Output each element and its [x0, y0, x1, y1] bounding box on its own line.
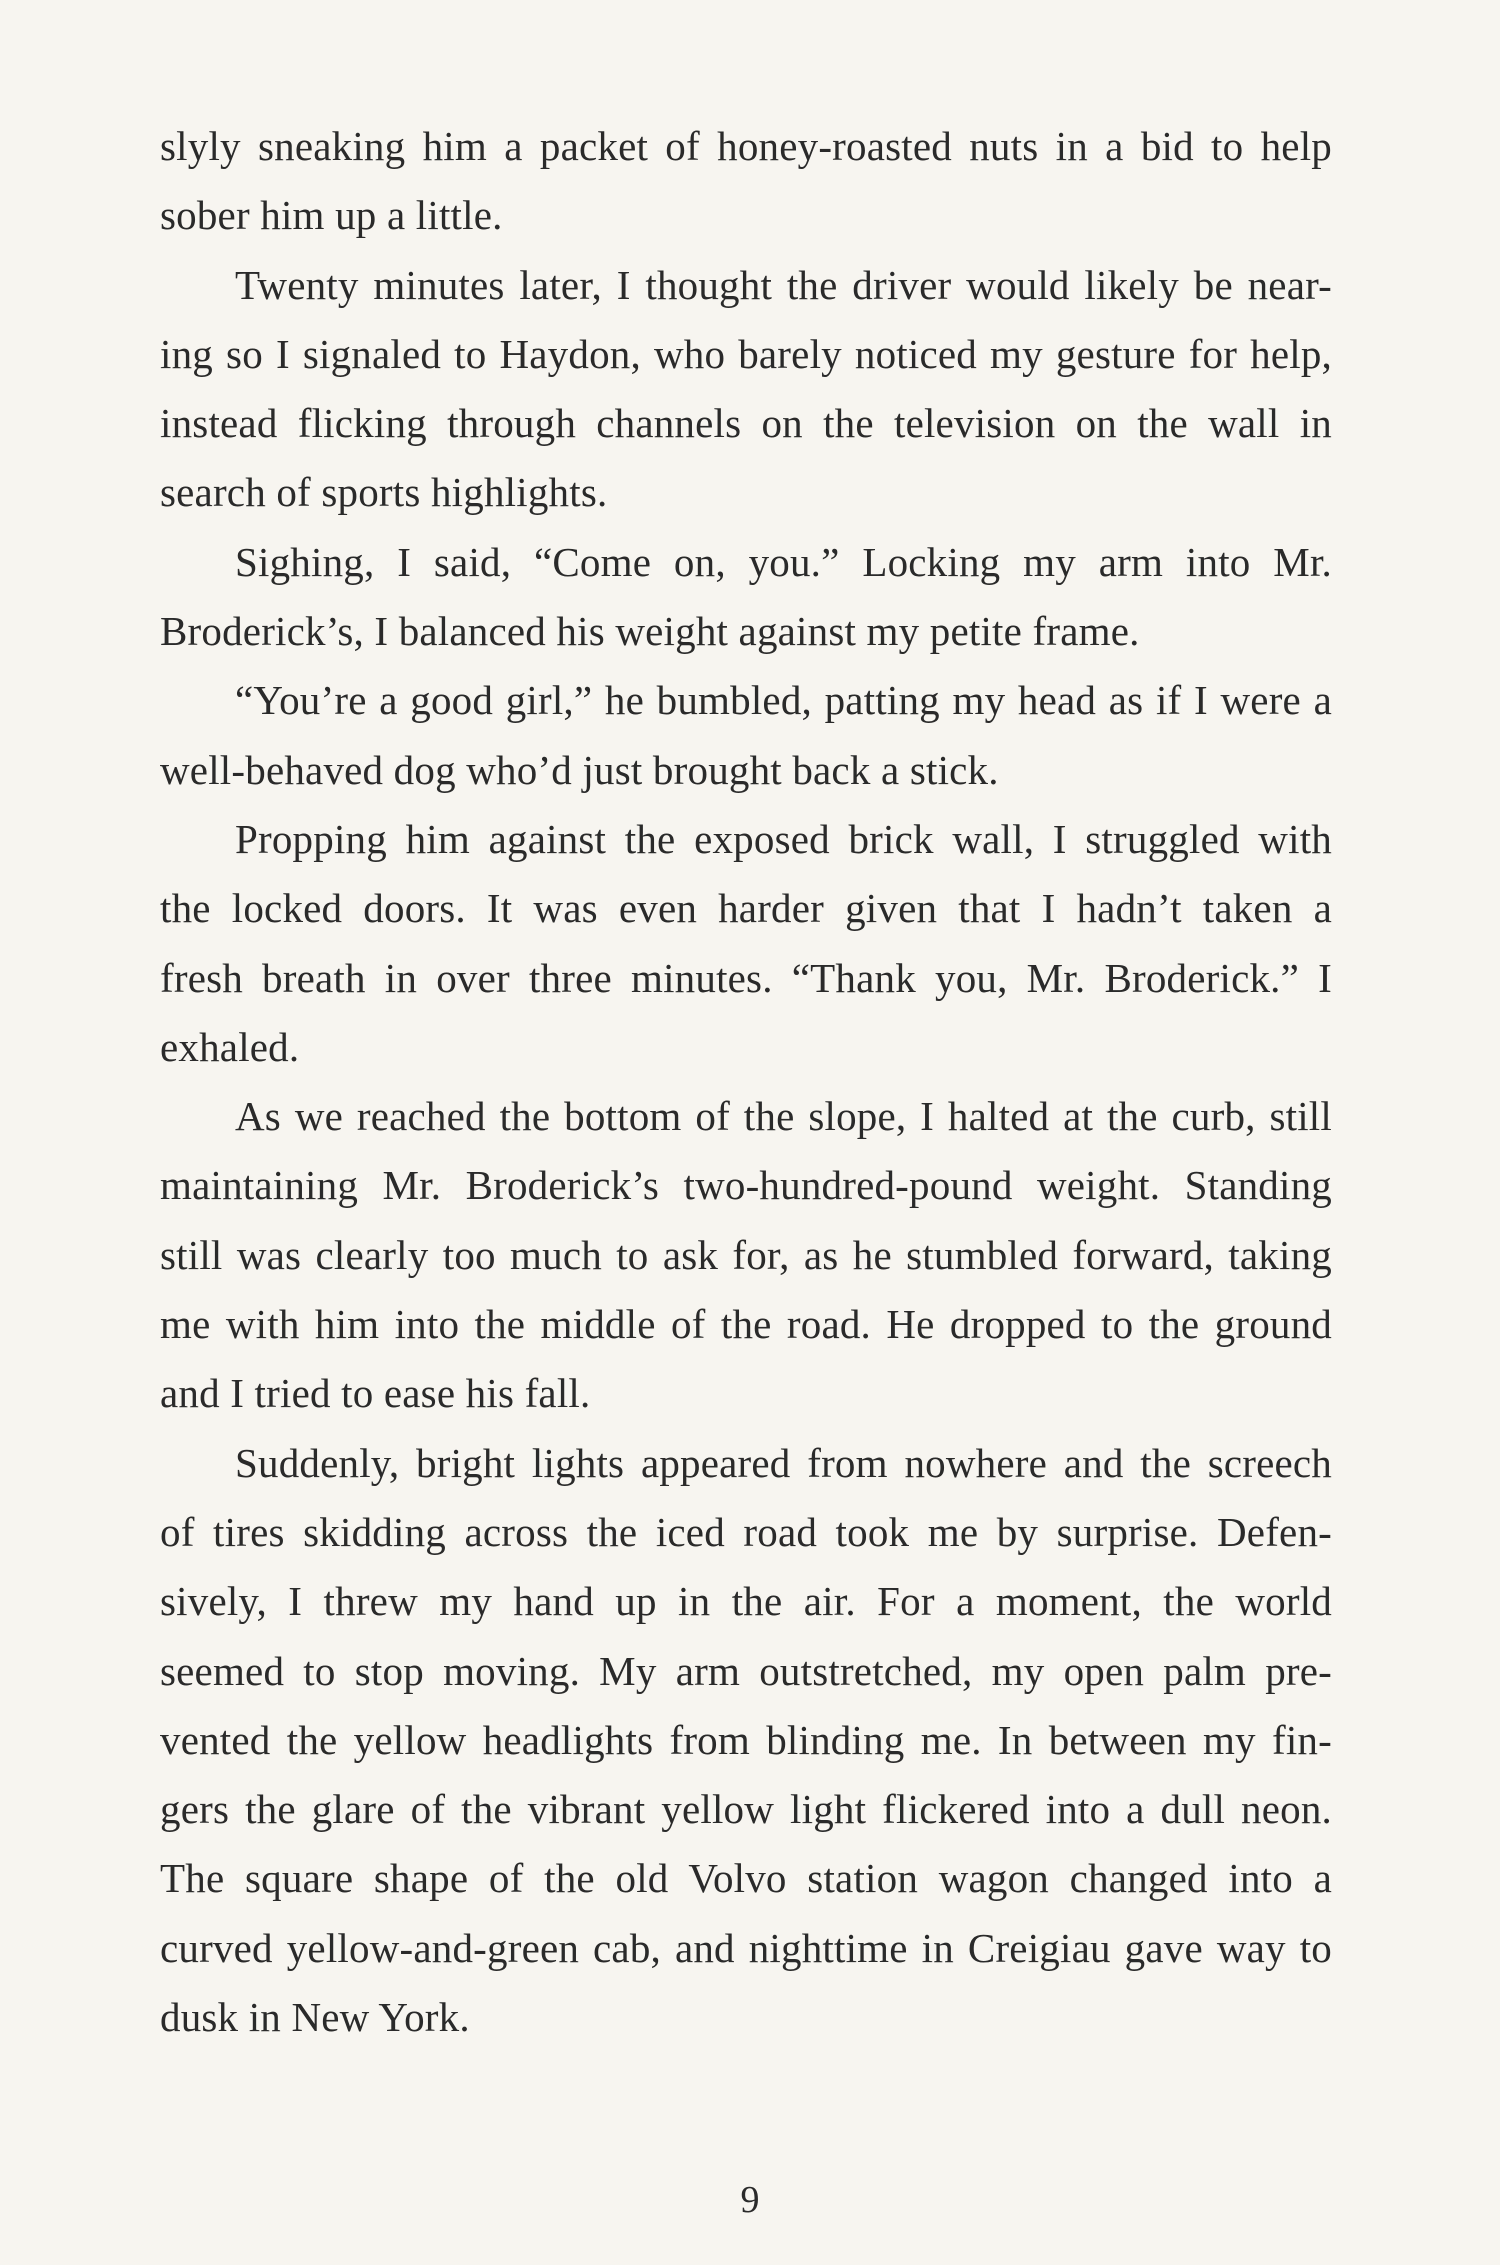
text-line: maintaining Mr. Broderick’s two-hundred-pound weight. Standing [160, 1162, 1332, 1209]
text-line: and I tried to ease his fall. [160, 1370, 591, 1417]
text-line: ing so I signaled to Haydon, who barely noticed my gesture for help, [160, 330, 1332, 377]
text-line: curved yellow-and-green cab, and nighttime in Creigiau gave way to [160, 1924, 1332, 1971]
text-line: Twenty minutes later, I thought the driver would likely be near- [235, 261, 1332, 308]
text-line: dusk in New York. [160, 1994, 470, 2041]
page-number: 9 [740, 2179, 760, 2221]
text-line: sober him up a little. [160, 192, 503, 239]
text-line: slyly sneaking him a packet of honey-roasted nuts in a bid to help [160, 123, 1332, 169]
body-text [160, 112, 1332, 2052]
text-line: instead flicking through channels on the television on the wall in [160, 400, 1332, 447]
text-line: vented the yellow headlights from blinding me. In between my fin- [160, 1716, 1332, 1763]
text-line: Propping him against the exposed brick wall, I struggled with [235, 815, 1332, 862]
text-line: of tires skidding across the iced road took me by surprise. Defen- [160, 1508, 1332, 1555]
text-line: Suddenly, bright lights appeared from nowhere and the screech [235, 1439, 1332, 1486]
text-line: sively, I threw my hand up in the air. For a moment, the world [160, 1578, 1332, 1625]
text-line: exhaled. [160, 1023, 300, 1070]
text-line: still was clearly too much to ask for, as he stumbled forward, taking [160, 1231, 1332, 1278]
text-line: the locked doors. It was even harder given that I hadn’t taken a [160, 885, 1332, 932]
text-line: Sighing, I said, “Come on, you.” Locking my arm into Mr. [235, 538, 1332, 585]
text-line: The square shape of the old Volvo station wagon changed into a [160, 1855, 1332, 1902]
text-line: “You’re a good girl,” he bumbled, patting my head as if I were a [235, 677, 1332, 724]
text-line: me with him into the middle of the road. He dropped to the ground [160, 1301, 1332, 1348]
text-line: gers the glare of the vibrant yellow light flickered into a dull neon. [160, 1786, 1332, 1833]
text-line: fresh breath in over three minutes. “Thank you, Mr. Broderick.” I [160, 954, 1332, 1001]
text-line: Broderick’s, I balanced his weight against my petite frame. [160, 608, 1140, 655]
text-line: As we reached the bottom of the slope, I halted at the curb, still [235, 1093, 1332, 1140]
text-line: well-behaved dog who’d just brought back a stick. [160, 746, 999, 793]
text-line: search of sports highlights. [160, 469, 608, 516]
text-line: seemed to stop moving. My arm outstretched, my open palm pre- [160, 1647, 1332, 1694]
